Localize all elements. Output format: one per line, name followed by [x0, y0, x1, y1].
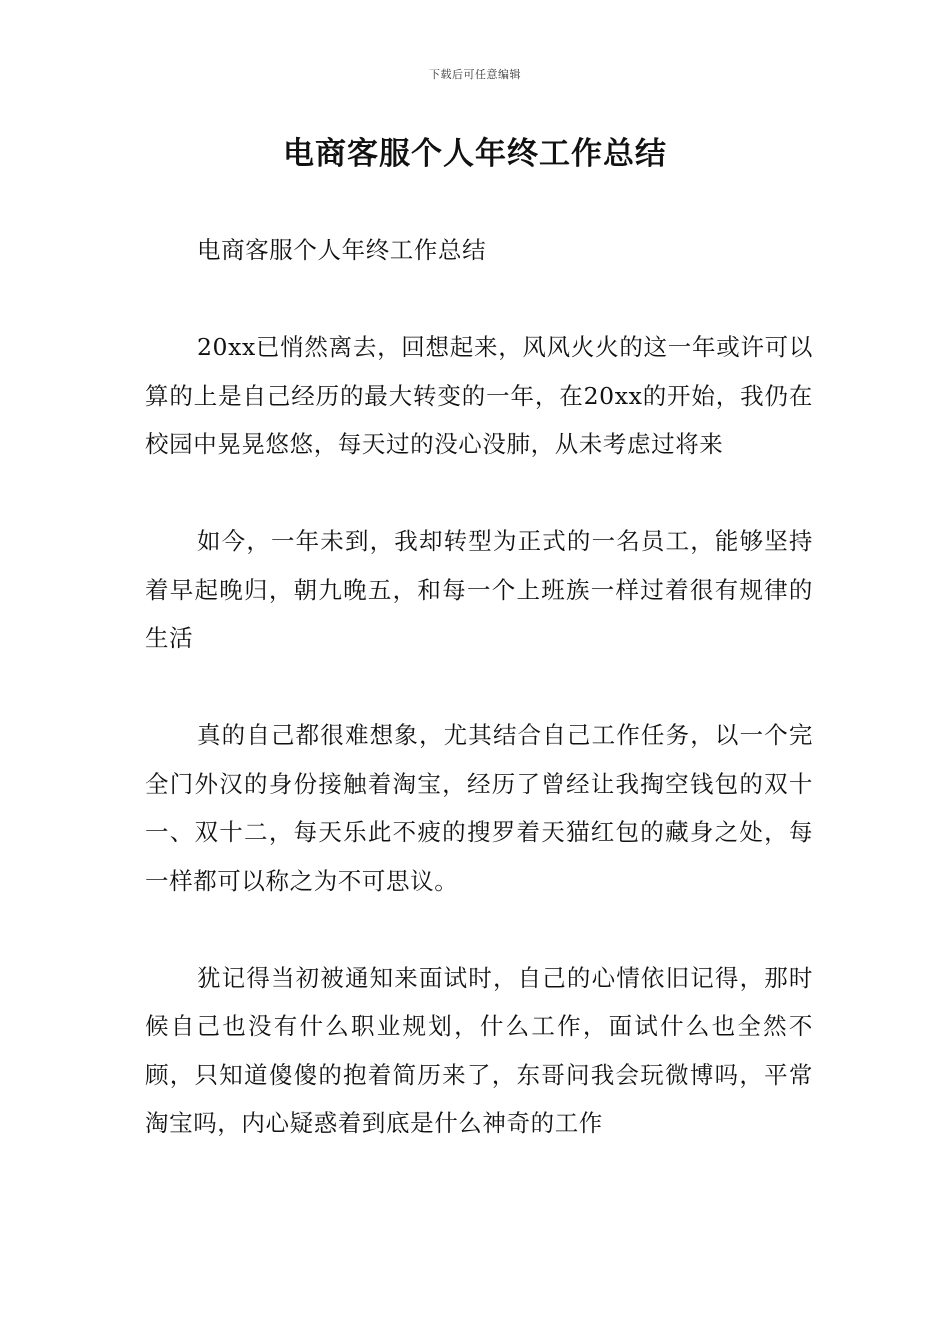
paragraph: 真的自己都很难想象，尤其结合自己工作任务，以一个完全门外汉的身份接触着淘宝，经历了曾经让我掏空钱包的双十一、双十二，每天乐此不疲的搜罗着天猫红包的藏身之处，每一样都可以称之为不可思议。 [145, 721, 813, 895]
paragraph-subtitle: 电商客服个人年终工作总结 [197, 236, 487, 264]
paragraph: 犹记得当初被通知来面试时，自己的心情依旧记得，那时候自己也没有什么职业规划，什么工作，面试什么也全然不顾，只知道傻傻的抱着简历来了，东哥问我会玩微博吗，平常淘宝吗，内心疑惑着到底是什么神奇的工作 [145, 963, 813, 1137]
paragraph: 如今，一年未到，我却转型为正式的一名员工，能够坚持着早起晚归，朝九晚五，和每一个上班族一样过着很有规律的生活 [145, 527, 813, 652]
document-title: 电商客服个人年终工作总结 [283, 136, 667, 172]
paragraph: 20xx已悄然离去，回想起来，风风火火的这一年或许可以算的上是自己经历的最大转变的一年，在20xx的开始，我仍在校园中晃晃悠悠，每天过的没心没肺，从未考虑过将来 [145, 333, 813, 458]
document-body [145, 226, 813, 1148]
header-note: 下载后可任意编辑 [429, 68, 521, 81]
